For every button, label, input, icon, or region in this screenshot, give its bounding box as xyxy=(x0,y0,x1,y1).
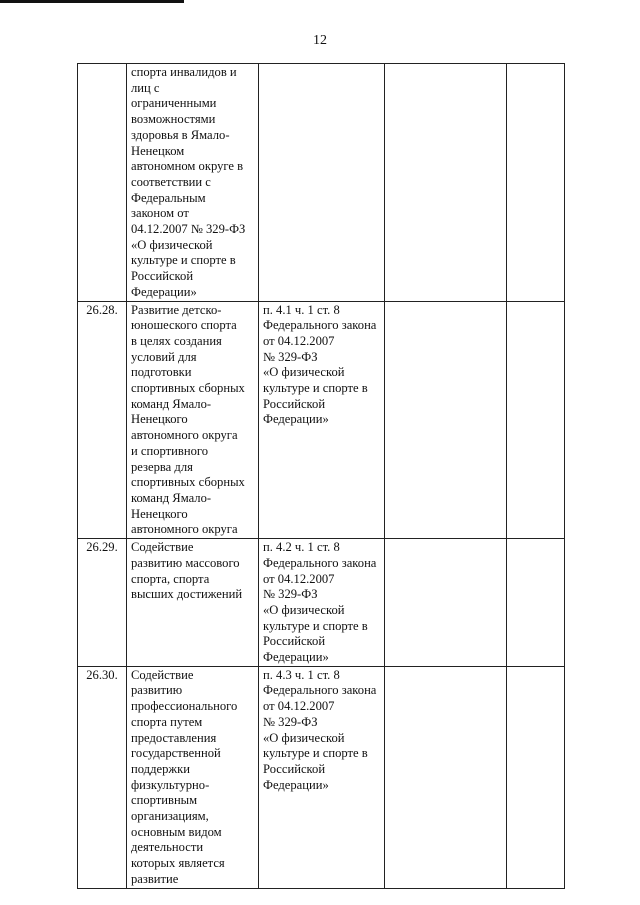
empty-cell xyxy=(507,539,565,667)
table-row xyxy=(78,666,565,888)
empty-cell xyxy=(507,666,565,888)
legal-basis: п. 4.3 ч. 1 ст. 8 Федерального закона от 04.12.2007 № 329-ФЗ «О физической культуре и спорте в Российской Федерации» xyxy=(259,666,385,888)
header-rule xyxy=(0,0,184,3)
empty-cell xyxy=(385,666,507,888)
power-description: Содействие развитию профессионального спорта путем предоставления государственной поддержки физкультурно- спортивным организациям, основным видом деятельности которых является развитие xyxy=(127,666,259,888)
legal-basis xyxy=(259,64,385,302)
row-number: 26.30. xyxy=(78,666,127,888)
powers-table xyxy=(77,63,565,889)
legal-basis: п. 4.1 ч. 1 ст. 8 Федерального закона от 04.12.2007 № 329-ФЗ «О физической культуре и спорте в Российской Федерации» xyxy=(259,301,385,539)
legal-basis: п. 4.2 ч. 1 ст. 8 Федерального закона от 04.12.2007 № 329-ФЗ «О физической культуре и спорте в Российской Федерации» xyxy=(259,539,385,667)
empty-cell xyxy=(385,301,507,539)
row-number: 26.28. xyxy=(78,301,127,539)
empty-cell xyxy=(385,64,507,302)
row-number: 26.29. xyxy=(78,539,127,667)
empty-cell xyxy=(507,64,565,302)
empty-cell xyxy=(385,539,507,667)
empty-cell xyxy=(507,301,565,539)
table-row xyxy=(78,539,565,667)
power-description: Содействие развитию массового спорта, спорта высших достижений xyxy=(127,539,259,667)
page-number: 12 xyxy=(313,33,327,48)
power-description: спорта инвалидов и лиц с ограниченными возможностями здоровья в Ямало- Ненецком автономном округе в соответствии с Федеральным законом от 04.12.2007 № 329-ФЗ «О физической культуре и спорте в Российской Федерации» xyxy=(127,64,259,302)
table-row xyxy=(78,64,565,302)
power-description: Развитие детско- юношеского спорта в целях создания условий для подготовки спортивных сборных команд Ямало- Ненецкого автономного округа и спортивного резерва для спортивных сборных команд Ямало- Ненецкого автономного округа xyxy=(127,301,259,539)
table-row xyxy=(78,301,565,539)
row-number xyxy=(78,64,127,302)
